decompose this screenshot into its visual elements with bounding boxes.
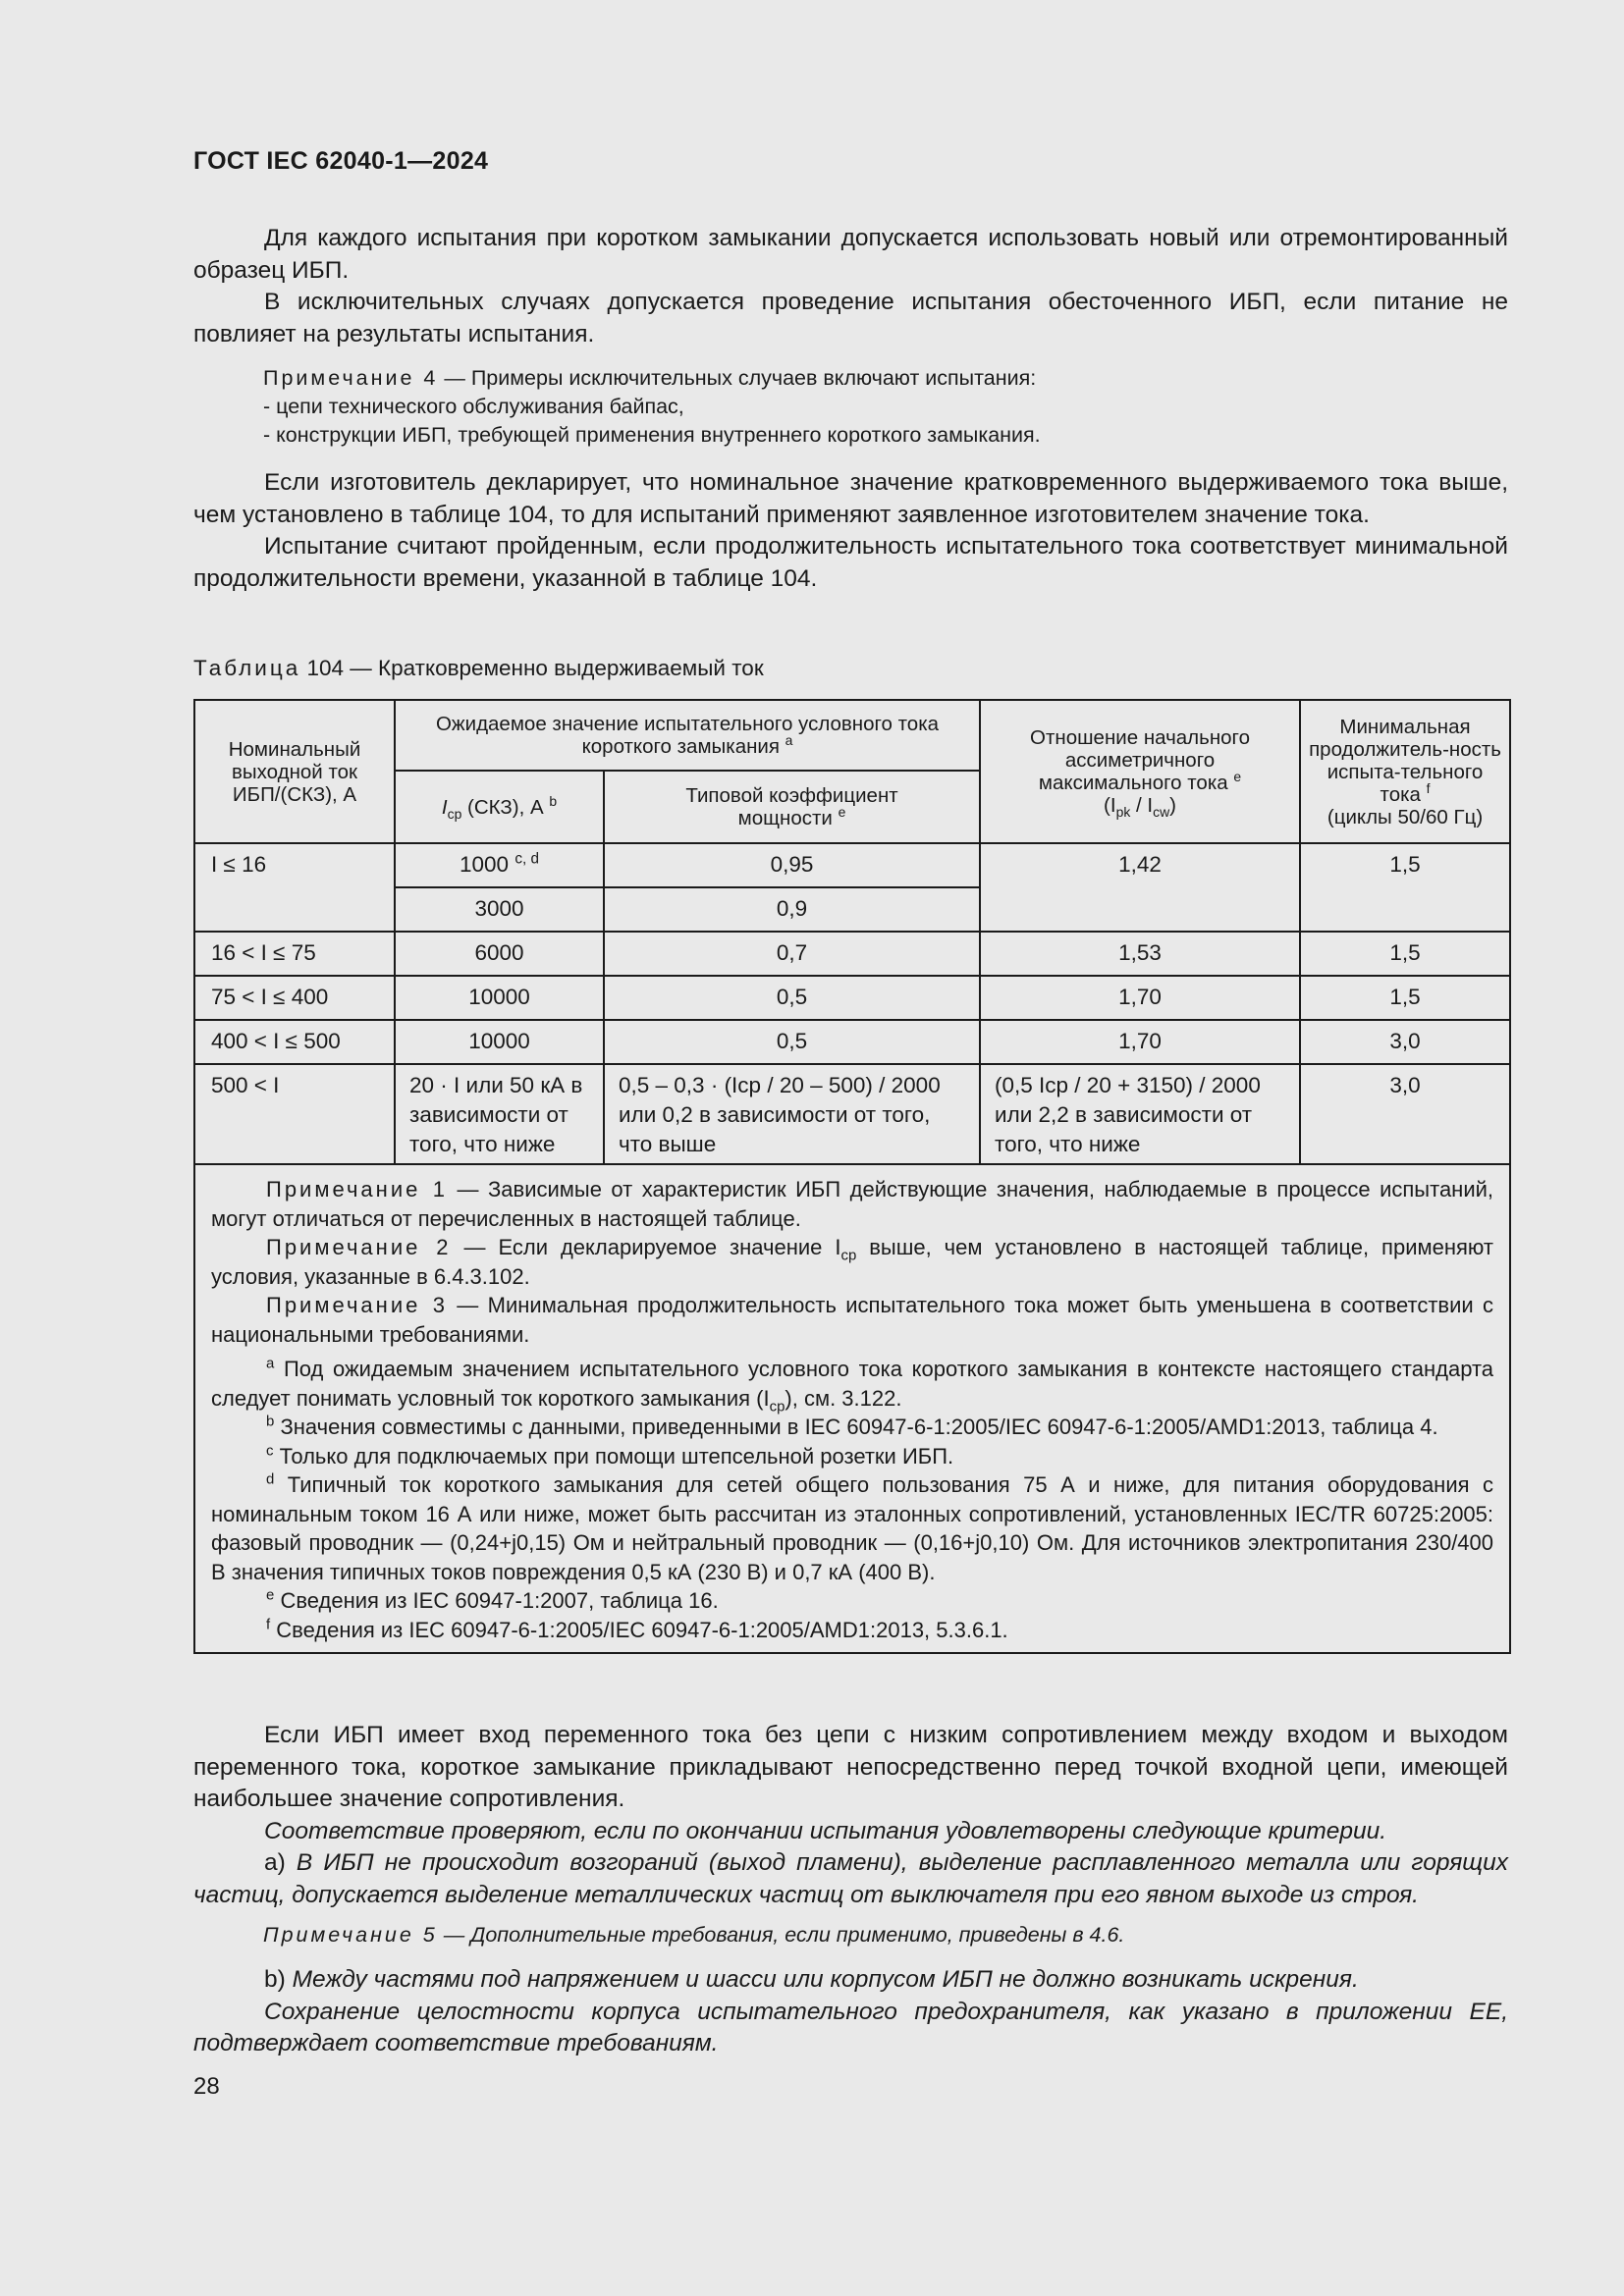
header-power-factor: Типовой коэффициент мощности $^e$ [604, 771, 980, 843]
note-4 [263, 364, 1510, 450]
table-note: Примечание 3 — Минимальная продолжительность испытательного тока может быть уменьшена в соответствии с национальными требованиями. [211, 1293, 1494, 1347]
table-row [194, 1020, 1510, 1064]
intro-paragraph: В исключительных случаях допускается проведение испытания обесточенного ИБП, если питание не повлияет на результаты испытания. [193, 289, 1508, 347]
table-footnote: $^c$ Только для подключаемых при помощи штепсельной розетки ИБП. [266, 1442, 954, 1468]
table-footnote: $^b$ Значения совместимы с данными, приведенными в IEC 60947-6-1:2005/IEC 60947-6-1:2005/AMD1:2013, таблица 4. [266, 1413, 1438, 1439]
table-footnote: $^e$ Сведения из IEC 60947-1:2007, таблица 16. [266, 1586, 719, 1613]
header-expected-current: Ожидаемое значение испытательного условного тока короткого замыкания $^a$ [395, 700, 980, 771]
cell-min-duration: 1,5 [1300, 932, 1510, 976]
cell-min-duration: 3,0 [1300, 1064, 1510, 1164]
note-list-item: - цепи технического обслуживания байпас, [263, 395, 684, 418]
cell-icp: 10000 [395, 1020, 604, 1064]
cell-ratio: (0,5 Icp / 20 + 3150) / 2000 или 2,2 в зависимости от того, что ниже [980, 1064, 1300, 1164]
cell-icp: 1000 $^{c, d}$ [395, 843, 604, 887]
intro-text [193, 223, 1508, 350]
header-ratio: Отношение начального ассиметричного максимального тока $^e$ $(I_{pk} / I_{cw})$ [980, 700, 1300, 843]
table-notes-row [194, 1164, 1510, 1653]
note-list-item: - конструкции ИБП, требующей применения внутреннего короткого замыкания. [263, 423, 1041, 447]
table-row [194, 932, 1510, 976]
cell-power-factor: 0,5 – 0,3 · (Icp / 20 – 500) / 2000 или 0,2 в зависимости от того, что выше [604, 1064, 980, 1164]
cell-range: I ≤ 16 [194, 843, 395, 932]
table-footnote: $^d$ Типичный ток короткого замыкания для сетей общего пользования 75 А и ниже, для питания оборудования с номинальным током 16 А или ниже, может быть рассчитан из эталонных сопротивлений, установленных IEC/TR 60725:2005: фазовый проводник — (0,24+j0,15) Ом и нейтральный проводник — (0,16+j0,10) Ом. Для источников электропитания 230/400 В значения типичных токов повреждения 0,5 кА (230 В) и 0,7 кА (400 В). [211, 1470, 1494, 1584]
header-icp: $I_{cp}$ (СКЗ), А $^b$ [395, 771, 604, 843]
cell-ratio: 1,70 [980, 976, 1300, 1020]
cell-power-factor: 0,7 [604, 932, 980, 976]
note-text: — Примеры исключительных случаев включают испытания: [438, 366, 1037, 390]
table-note: Примечание 1 — Зависимые от характеристик ИБП действующие значения, наблюдаемые в процессе испытаний, могут отличаться от перечисленных в настоящей таблице. [211, 1177, 1494, 1231]
cell-min-duration: 1,5 [1300, 976, 1510, 1020]
cell-icp: 6000 [395, 932, 604, 976]
note-label: Примечание 4 [263, 366, 439, 390]
page-number: 28 [193, 2073, 220, 2100]
bottom-text-2 [193, 1964, 1508, 2060]
document-code: ГОСТ IEC 62040-1—2024 [193, 147, 489, 175]
cell-power-factor: 0,5 [604, 976, 980, 1020]
body-paragraph: Соответствие проверяют, если по окончании испытания удовлетворены следующие критерии. [264, 1817, 1387, 1844]
table-footnote: $^f$ Сведения из IEC 60947-6-1:2005/IEC 60947-6-1:2005/AMD1:2013, 5.3.6.1. [266, 1616, 1008, 1642]
cell-range: 16 < I ≤ 75 [194, 932, 395, 976]
intro-paragraph: Если изготовитель декларирует, что номинальное значение кратковременного выдерживаемого тока выше, чем установлено в таблице 104, то для испытаний применяют заявленное изготовителем значение тока. [193, 469, 1508, 528]
body-paragraph: Если ИБП имеет вход переменного тока без цепи с низким сопротивлением между входом и выходом переменного тока, короткое замыкание прикладывают непосредственно перед точкой входной цепи, имеющей наибольшее значение сопротивления. [193, 1722, 1508, 1812]
bottom-text [193, 1720, 1508, 1911]
cell-range: 500 < I [194, 1064, 395, 1164]
cell-min-duration: 1,5 [1300, 843, 1510, 932]
header-nominal-current: Номинальный выходной ток ИБП/(СКЗ), А [194, 700, 395, 843]
cell-icp: 20 · I или 50 кА в зависимости от того, что ниже [395, 1064, 604, 1164]
table-notes [194, 1164, 1510, 1653]
intro-text-2 [193, 467, 1508, 595]
cell-min-duration: 3,0 [1300, 1020, 1510, 1064]
table-104 [193, 699, 1511, 1654]
table-row [194, 976, 1510, 1020]
body-paragraph: b) Между частями под напряжением и шасси или корпусом ИБП не должно возникать искрения. [264, 1966, 1359, 1993]
note-5: Примечание 5 — Дополнительные требования, если применимо, приведены в 4.6. [263, 1923, 1125, 1947]
cell-power-factor: 0,9 [604, 887, 980, 932]
intro-paragraph: Испытание считают пройденным, если продолжительность испытательного тока соответствует минимальной продолжительности времени, указанной в таблице 104. [193, 533, 1508, 592]
cell-range: 400 < I ≤ 500 [194, 1020, 395, 1064]
table-caption: Таблица 104 — Кратковременно выдерживаемый ток [193, 656, 764, 680]
cell-ratio: 1,70 [980, 1020, 1300, 1064]
cell-icp: 10000 [395, 976, 604, 1020]
intro-paragraph: Для каждого испытания при коротком замыкании допускается использовать новый или отремонтированный образец ИБП. [193, 225, 1508, 284]
cell-icp: 3000 [395, 887, 604, 932]
body-paragraph: a) В ИБП не происходит возгораний (выход пламени), выделение расплавленного металла или горящих частиц, допускается выделение металлических частиц от выключателя при его явном выходе из строя. [193, 1849, 1509, 1908]
cell-ratio: 1,53 [980, 932, 1300, 976]
cell-power-factor: 0,95 [604, 843, 980, 887]
table-row [194, 1064, 1510, 1164]
header-min-duration: Минимальная продолжитель-ность испыта-тельного тока $^f$ (циклы 50/60 Гц) [1300, 700, 1510, 843]
cell-ratio: 1,42 [980, 843, 1300, 932]
table-footnote: $^a$ Под ожидаемым значением испытательного условного тока короткого замыкания в контексте настоящего стандарта следует понимать условный ток короткого замыкания $(I_{cp})$, см. 3.122. [211, 1355, 1494, 1415]
cell-power-factor: 0,5 [604, 1020, 980, 1064]
cell-range: 75 < I ≤ 400 [194, 976, 395, 1020]
body-paragraph: Сохранение целостности корпуса испытательного предохранителя, как указано в приложении ЕЕ, подтверждает соответствие требованиям. [193, 1998, 1508, 2056]
table-row [194, 843, 1510, 887]
table-note: Примечание 2 — Если декларируемое значение $I_{cp}$ выше, чем установлено в настоящей таблице, применяют условия, указанные в 6.4.3.102. [211, 1235, 1494, 1289]
